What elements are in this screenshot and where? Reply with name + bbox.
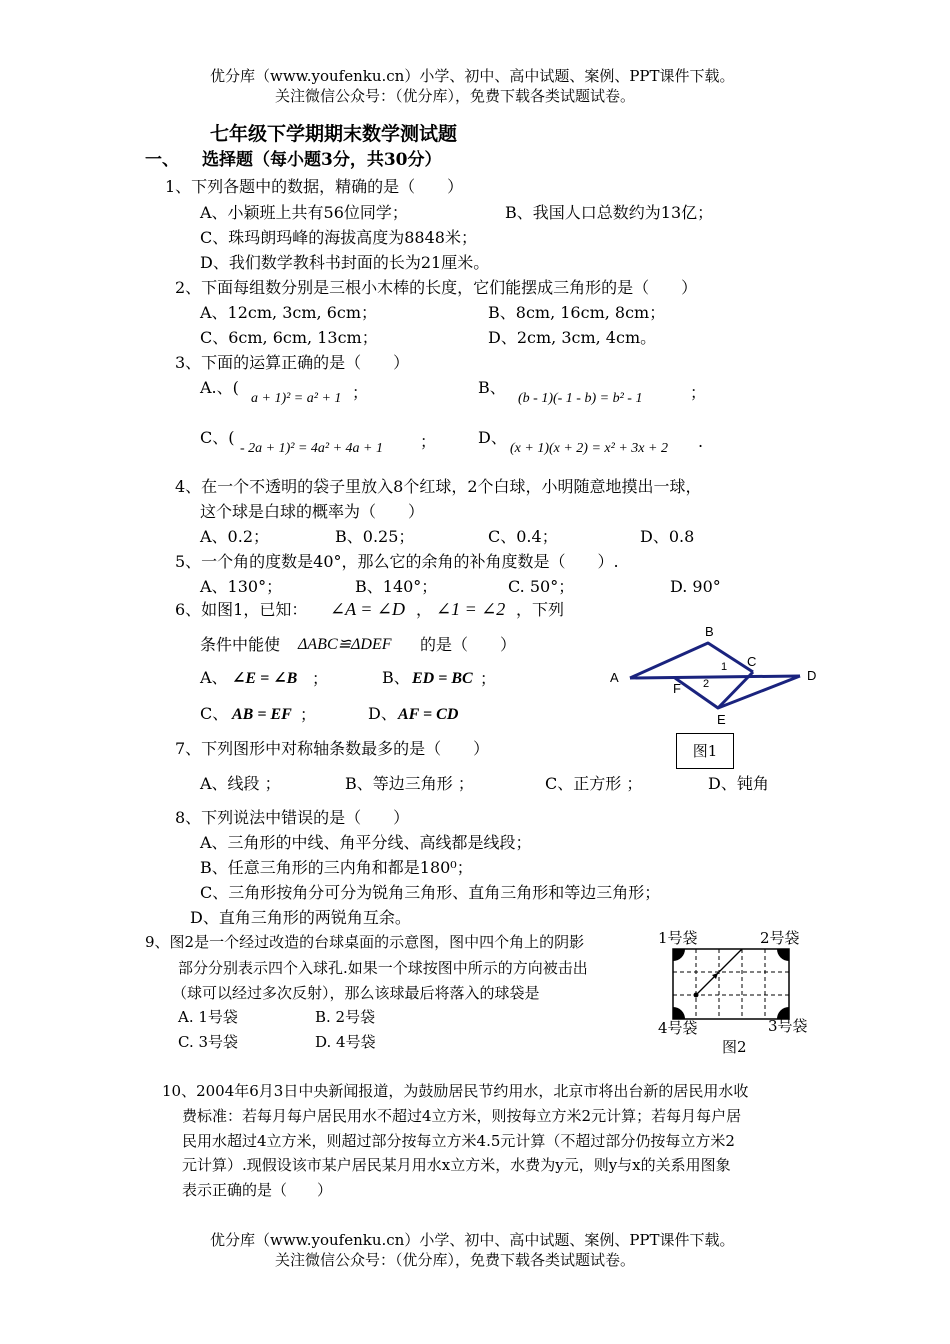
figure-2-bag-3: 3号袋 bbox=[768, 1017, 808, 1035]
q10-line-4: 元计算）.现假设该市某户居民某月用水x立方米，水费为y元，则y与x的关系用图象 bbox=[182, 1156, 731, 1174]
q9-option-a: A. 1号袋 bbox=[178, 1008, 238, 1026]
figure-1-label-b: B bbox=[705, 624, 714, 639]
q7-option-b: B、等边三角形 ； bbox=[345, 774, 474, 793]
section-number: 一、 bbox=[145, 150, 179, 170]
q6-option-c-label: C、 bbox=[200, 704, 229, 723]
q8-option-d: D、直角三角形的两锐角互余。 bbox=[190, 908, 411, 927]
q5-option-c: C. 50°； bbox=[508, 577, 575, 596]
q5-stem: 5、一个角的度数是40°，那么它的余角的补角度数是（ ）. bbox=[175, 552, 619, 571]
figure-1-label-f: F bbox=[673, 681, 681, 696]
q3-option-a-label: A.、( bbox=[200, 378, 239, 397]
q2-option-c: C、6cm, 6cm, 13cm； bbox=[200, 328, 378, 347]
figure-1-label-d: D bbox=[807, 668, 817, 683]
q10-line-5: 表示正确的是（ ） bbox=[182, 1181, 333, 1199]
q1-option-d: D、我们数学教科书封面的长为21厘米。 bbox=[200, 253, 490, 272]
page-title: 七年级下学期期末数学测试题 bbox=[210, 123, 458, 145]
q3-option-d-label: D、 bbox=[478, 428, 507, 447]
q2-option-a: A、12cm, 3cm, 6cm； bbox=[200, 303, 378, 322]
q5-option-a: A、130°； bbox=[200, 577, 283, 596]
footer-line-2: 关注微信公众号：（优分库），免费下载各类试题试卷。 bbox=[275, 1251, 636, 1269]
q9-stem: 9、图2是一个经过改造的台球桌面的示意图，图中四个角上的阴影 bbox=[145, 933, 585, 951]
q8-stem: 8、下列说法中错误的是（ ） bbox=[175, 808, 410, 827]
q3-option-b-label: B、 bbox=[478, 378, 506, 397]
q6-option-c-end: ； bbox=[300, 705, 317, 724]
figure-1-triangles bbox=[605, 620, 825, 730]
figure-2-bag-4: 4号袋 bbox=[658, 1019, 698, 1037]
figure-2-bag-2: 2号袋 bbox=[760, 929, 800, 947]
q9-stem-3: （球可以经过多次反射），那么该球最后将落入的球袋是 bbox=[172, 984, 540, 1002]
figure-1-label-c: C bbox=[747, 654, 757, 669]
q7-option-c: C、正方形 ； bbox=[545, 774, 643, 793]
q5-option-b: B、140°； bbox=[355, 577, 438, 596]
q3-option-a-end: ； bbox=[352, 383, 369, 402]
q6-option-a-expr: ∠E = ∠B bbox=[232, 670, 298, 687]
q6-stem2-math: ΔABC≌ΔDEF bbox=[298, 636, 392, 653]
q4-stem: 4、在一个不透明的袋子里放入8个红球，2个白球，小明随意地摸出一球， bbox=[175, 477, 702, 496]
q5-option-d: D. 90° bbox=[670, 577, 721, 596]
q4-option-b: B、0.25； bbox=[335, 527, 415, 546]
header-line-2: 关注微信公众号：（优分库），免费下载各类试题试卷。 bbox=[275, 87, 636, 105]
figure-1-triangle-def bbox=[675, 676, 800, 708]
figure-2-pool-table bbox=[672, 948, 790, 1020]
q2-option-b: B、8cm, 16cm, 8cm； bbox=[488, 303, 666, 322]
q3-option-c-expr: - 2a + 1)² = 4a² + 4a + 1 bbox=[240, 441, 384, 456]
q6-option-a-end: ； bbox=[312, 669, 329, 688]
footer-line-1: 优分库（www.youfenku.cn）小学、初中、高中试题、案例、PPT课件下载。 bbox=[210, 1231, 735, 1249]
q6-option-b-expr: ED = BC bbox=[412, 670, 473, 687]
q9-option-c: C. 3号袋 bbox=[178, 1033, 239, 1051]
q3-option-d-end: . bbox=[698, 432, 704, 451]
figure-2-caption: 图2 bbox=[722, 1038, 747, 1056]
q6-stem-mid: ， bbox=[416, 600, 433, 619]
q6-stem-suffix: ，下列 bbox=[516, 600, 565, 619]
q8-option-c: C、三角形按角分可分为锐角三角形、直角三角形和等边三角形； bbox=[200, 883, 661, 902]
q3-option-a-expr: a + 1)² = a² + 1 bbox=[251, 391, 342, 406]
figure-1-triangle-abc bbox=[630, 643, 753, 678]
q6-stem-math-2: ∠1 = ∠2 bbox=[436, 599, 506, 619]
q7-option-d: D、钝角 bbox=[708, 774, 769, 793]
figure-1-label-angle-2: 2 bbox=[703, 678, 710, 690]
q3-option-b-expr: (b - 1)(- 1 - b) = b² - 1 bbox=[518, 391, 643, 406]
q4-stem-2: 这个球是白球的概率为（ ） bbox=[200, 502, 425, 521]
q6-stem-math-1: ∠A = ∠D bbox=[330, 599, 405, 619]
figure-1-label-e: E bbox=[717, 712, 726, 727]
section-label: 选择题（每小题3分，共30分） bbox=[202, 150, 442, 170]
q9-option-d: D. 4号袋 bbox=[315, 1033, 376, 1051]
figure-1-caption: 图1 bbox=[676, 733, 734, 769]
q1-option-b: B、我国人口总数约为13亿； bbox=[505, 203, 714, 222]
q6-stem2-suffix: 的是（ ） bbox=[420, 635, 517, 654]
q7-option-a: A、线段 ； bbox=[200, 774, 281, 793]
q6-option-d-expr: AF = CD bbox=[398, 706, 459, 723]
q2-stem: 2、下面每组数分别是三根小木棒的长度，它们能摆成三角形的是（ ） bbox=[175, 278, 698, 297]
q4-option-a: A、0.2； bbox=[200, 527, 270, 546]
header-line-1: 优分库（www.youfenku.cn）小学、初中、高中试题、案例、PPT课件下载。 bbox=[210, 67, 735, 85]
q10-line-2: 费标准：若每月每户居民用水不超过4立方米，则按每立方米2元计算；若每月每户居 bbox=[182, 1107, 742, 1125]
q8-option-a: A、三角形的中线、角平分线、高线都是线段； bbox=[200, 833, 532, 852]
q2-option-d: D、2cm, 3cm, 4cm。 bbox=[488, 328, 657, 347]
q3-stem: 3、下面的运算正确的是（ ） bbox=[175, 353, 410, 372]
q3-option-d-expr: (x + 1)(x + 2) = x² + 3x + 2 bbox=[510, 441, 668, 456]
figure-2-bag-1: 1号袋 bbox=[658, 929, 698, 947]
q6-option-b-end: ； bbox=[480, 669, 497, 688]
q9-stem-2: 部分分别表示四个入球孔.如果一个球按图中所示的方向被击出 bbox=[178, 959, 588, 977]
figure-1-label-angle-1: 1 bbox=[721, 661, 728, 673]
q1-option-a: A、小颖班上共有56位同学； bbox=[200, 203, 408, 222]
q4-option-d: D、0.8 bbox=[640, 527, 695, 546]
figure-1-label-a: A bbox=[610, 670, 619, 685]
q6-option-d-label: D、 bbox=[368, 704, 397, 723]
q8-option-b: B、任意三角形的三内角和都是180⁰； bbox=[200, 858, 473, 877]
q1-option-c: C、珠玛朗玛峰的海拔高度为8848米； bbox=[200, 228, 477, 247]
q10-line-3: 民用水超过4立方米，则超过部分按每立方米4.5元计算（不超过部分仍按每立方米2 bbox=[182, 1132, 735, 1150]
q1-stem: 1、下列各题中的数据，精确的是（ ） bbox=[165, 177, 464, 196]
q3-option-b-end: ； bbox=[690, 383, 707, 402]
q3-option-c-label: C、( bbox=[200, 428, 235, 447]
q3-option-c-end: ； bbox=[420, 432, 437, 451]
q7-stem: 7、下列图形中对称轴条数最多的是（ ） bbox=[175, 739, 490, 758]
figure-1-line-ad bbox=[630, 676, 800, 678]
q6-stem2-prefix: 条件中能使 bbox=[200, 635, 281, 654]
q6-stem-prefix: 6、如图1，已知： bbox=[175, 600, 308, 619]
q6-option-c-expr: AB = EF bbox=[232, 706, 292, 723]
q6-option-b-label: B、 bbox=[382, 668, 410, 687]
q6-option-a-label: A、 bbox=[200, 668, 228, 687]
q10-line-1: 10、2004年6月3日中央新闻报道，为鼓励居民节约用水，北京市将出台新的居民用水收 bbox=[162, 1082, 749, 1100]
q4-option-c: C、0.4； bbox=[488, 527, 558, 546]
q9-option-b: B. 2号袋 bbox=[315, 1008, 376, 1026]
